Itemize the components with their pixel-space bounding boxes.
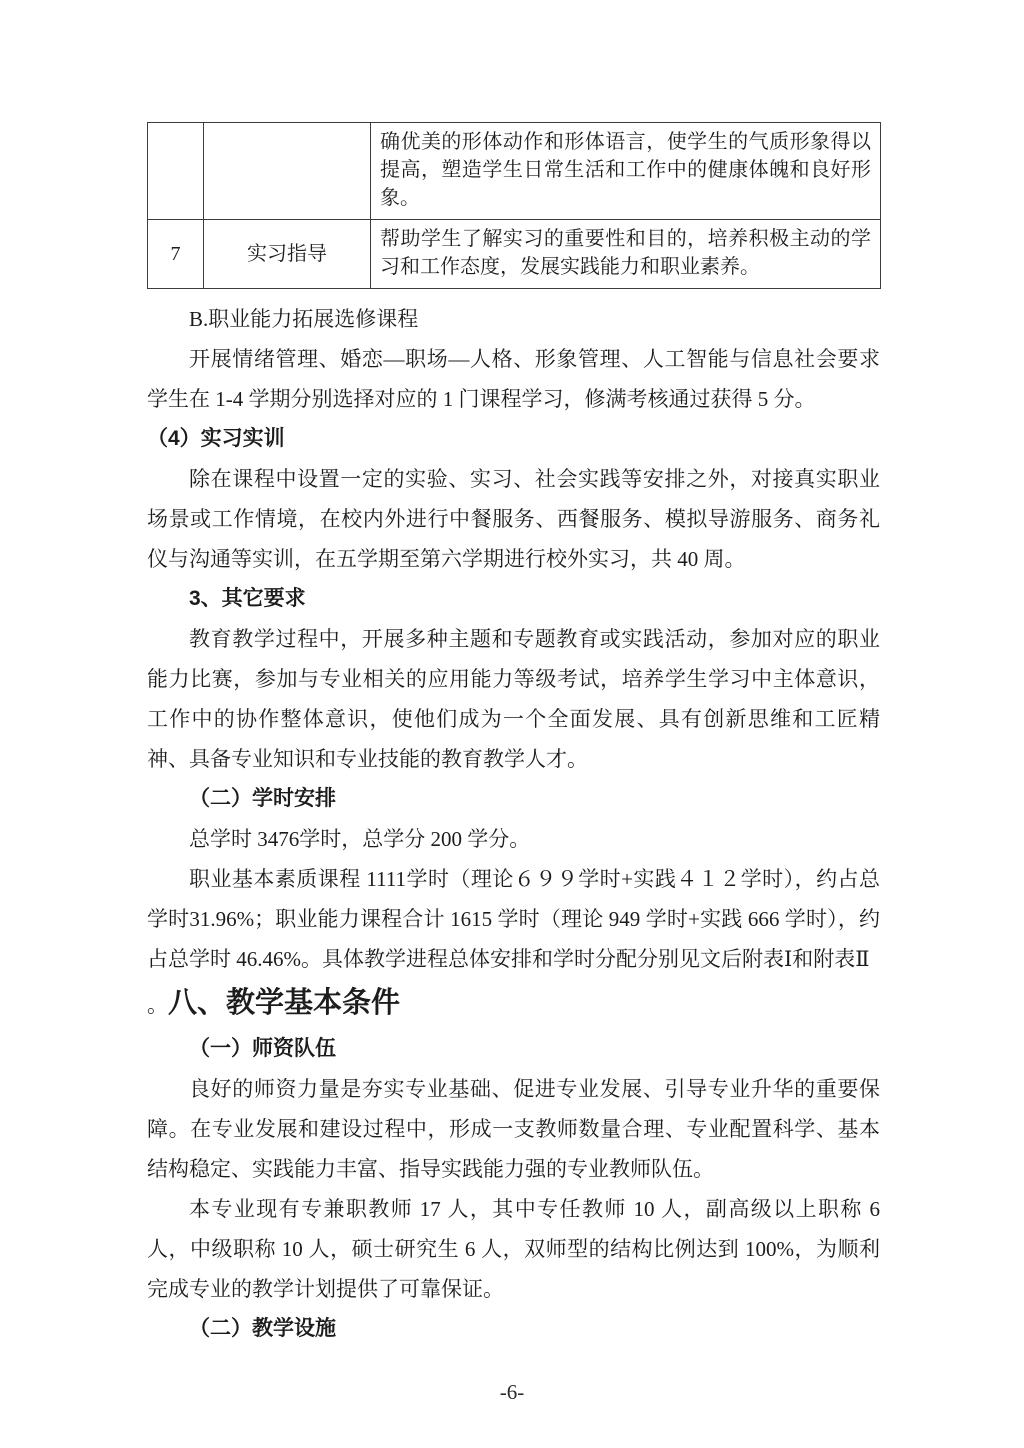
- heading-teaching-staff: （一）师资队伍: [189, 1037, 336, 1060]
- heading-practice-training: （4）实习实训: [147, 427, 285, 450]
- cell-course-name: [204, 123, 371, 220]
- paragraph-elective-courses: 开展情绪管理、婚恋—职场—人格、形象管理、人工智能与信息社会要求学生在 1-4 学期分别选择对应的 1 门课程学习，修满考核通过获得 5 分。: [147, 347, 880, 411]
- cell-course-desc: 帮助学生了解实习的重要性和目的，培养积极主动的学习和工作态度，发展实践能力和职业素养。: [371, 220, 881, 289]
- paragraph-teaching-staff-2: 本专业现有专兼职教师 17 人，其中专任教师 10 人，副高级以上职称 6 人，中级职称 10 人，硕士研究生 6 人，双师型的结构比例达到 100%，为顺利完成专业的教学计划提供了可靠保证。: [147, 1197, 880, 1301]
- paragraph-hours-detail: 职业基本素质课程 1111学时（理论６９９学时+实践４１２学时），约占总学时31.96%；职业能力课程合计 1615 学时（理论 949 学时+实践 666 学时），约占总学时 46.46%。具体教学进程总体安排和学时分配分别见文后附表Ⅰ和附表Ⅱ: [147, 867, 880, 971]
- chapter-title: 八、教学基本条件: [168, 987, 401, 1019]
- paragraph-teaching-staff-1: 良好的师资力量是夯实专业基础、促进专业发展、引导专业升华的重要保障。在专业发展和建设过程中，形成一支教师数量合理、专业配置科学、基本结构稳定、实践能力丰富、指导实践能力强的专业教师队伍。: [147, 1077, 880, 1181]
- table-row: [148, 220, 881, 289]
- cell-course-desc: 确优美的形体动作和形体语言，使学生的气质形象得以提高，塑造学生日常生活和工作中的健康体魄和良好形象。: [371, 123, 881, 220]
- heading-other-requirements: 3、其它要求: [189, 587, 306, 610]
- wrapped-period: 。: [147, 993, 168, 1017]
- page-number: -6-: [499, 1380, 525, 1404]
- subsection-label-b: B.职业能力拓展选修课程: [189, 307, 419, 331]
- table-row: [148, 123, 881, 220]
- cell-row-number: 7: [148, 220, 204, 289]
- heading-teaching-facilities: （二）教学设施: [189, 1317, 336, 1340]
- heading-teaching-basic-conditions: [147, 979, 880, 1029]
- cell-row-number: [148, 123, 204, 220]
- page-content: [147, 122, 880, 1349]
- paragraph-total-hours: 总学时 3476学时，总学分 200 学分。: [189, 827, 531, 851]
- paragraph-practice-training: 除在课程中设置一定的实验、实习、社会实践等安排之外，对接真实职业场景或工作情境，在校内外进行中餐服务、西餐服务、模拟导游服务、商务礼仪与沟通等实训，在五学期至第六学期进行校外实习，共 40 周。: [147, 467, 880, 571]
- course-table: [147, 122, 881, 289]
- paragraph-other-requirements: 教育教学过程中，开展多种主题和专题教育或实践活动，参加对应的职业能力比赛，参加与专业相关的应用能力等级考试，培养学生学习中主体意识，工作中的协作整体意识，使他们成为一个全面发展、具有创新思维和工匠精神、具备专业知识和专业技能的教育教学人才。: [147, 627, 880, 771]
- heading-hours-arrangement: （二）学时安排: [189, 787, 336, 810]
- cell-course-name: 实习指导: [204, 220, 371, 289]
